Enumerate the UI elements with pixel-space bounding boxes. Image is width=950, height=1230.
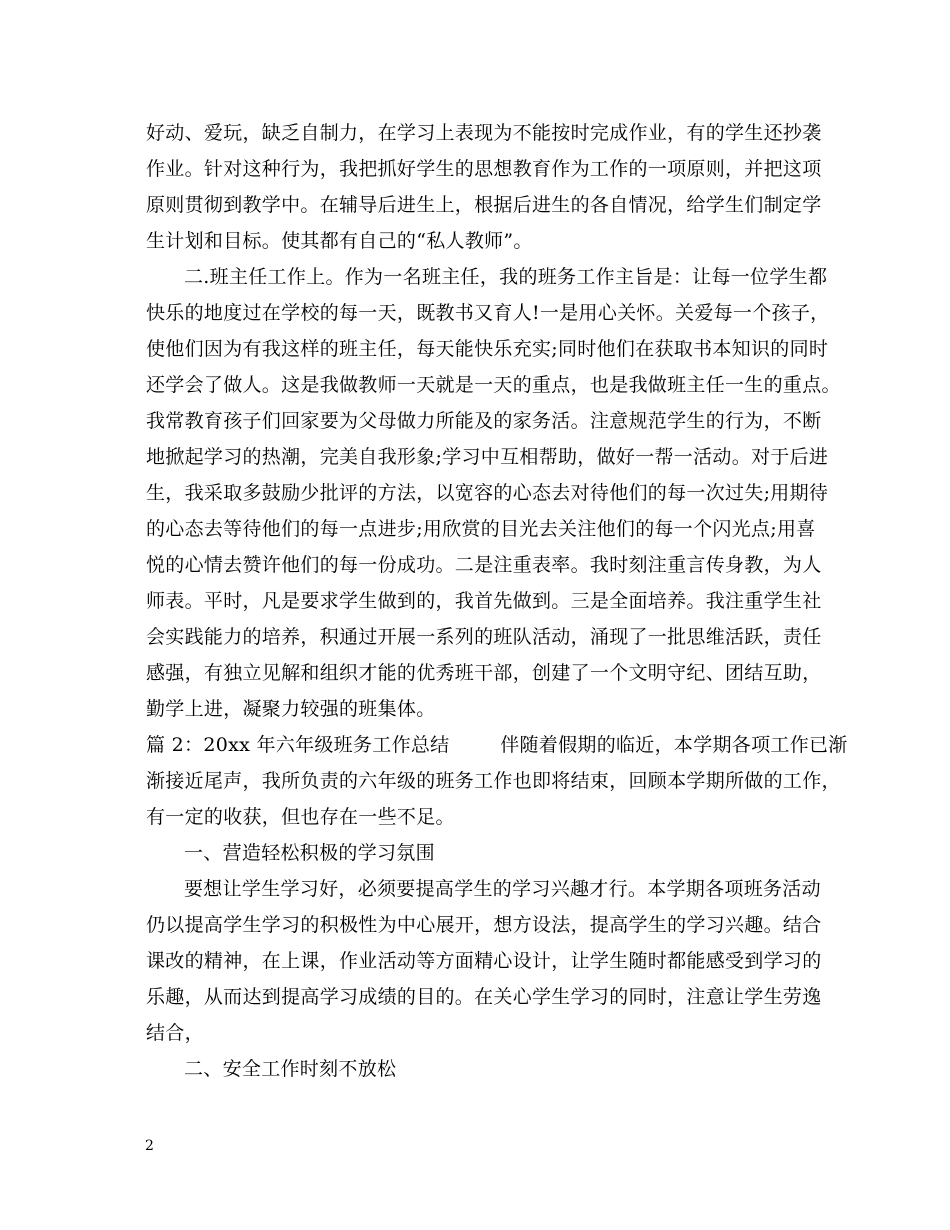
body-text-line: 好动、爱玩，缺乏自制力，在学习上表现为不能按时完成作业，有的学生还抄袭 [146,122,822,144]
body-text-line: 结合， [146,1022,204,1044]
page-number: 2 [145,1138,154,1154]
body-text-line: 有一定的收获，但也存在一些不足。 [146,806,455,828]
body-text-line: 生计划和目标。使其都有自己的“私人教师”。 [146,230,533,252]
body-text-line: 原则贯彻到教学中。在辅导后进生上，根据后进生的各自情况，给学生们制定学 [146,194,822,216]
body-text-line: 快乐的地度过在学校的每一天，既教书又育人!一是用心关怀。关爱每一个孩子， [146,302,830,324]
body-text-line: 生，我采取多鼓励少批评的方法，以宽容的心态去对待他们的每一次过失;用期待 [146,482,829,504]
body-text-line: 乐趣，从而达到提高学习成绩的目的。在关心学生学习的同时，注意让学生劳逸 [146,986,822,1008]
body-text-line: 地掀起学习的热潮，完美自我形象;学习中互相帮助，做好一帮一活动。对于后进 [146,446,829,468]
body-text-line: 还学会了做人。这是我做教师一天就是一天的重点，也是我做班主任一生的重点。 [146,374,841,396]
body-text-line: 师表。平时，凡是要求学生做到的，我首先做到。三是全面培养。我注重学生社 [146,590,822,612]
body-text-line: 我常教育孩子们回家要为父母做力所能及的家务活。注意规范学生的行为，不断 [146,410,822,432]
body-text-line: 渐接近尾声，我所负责的六年级的班务工作也即将结束，回顾本学期所做的工作， [146,770,841,792]
body-text-line: 仍以提高学生学习的积极性为中心展开，想方设法，提高学生的学习兴趣。结合 [146,914,822,936]
body-text-line: 悦的心情去赞许他们的每一份成功。二是注重表率。我时刻注重言传身教，为人 [146,554,822,576]
body-text-line: 会实践能力的培养，积通过开展一系列的班队活动，涌现了一批思维活跃，责任 [146,626,822,648]
body-text-line: 作业。针对这种行为，我把抓好学生的思想教育作为工作的一项原则，并把这项 [146,158,822,180]
body-text-line: 课改的精神，在上课，作业活动等方面精心设计，让学生随时都能感受到学习的 [146,950,822,972]
subheading-line: 二、安全工作时刻不放松 [184,1058,397,1080]
section-heading-line: 篇 2：20xx 年六年级班务工作总结 伴随着假期的临近，本学期各项工作已渐 [146,734,848,756]
body-text-line: 勤学上进，凝聚力较强的班集体。 [146,698,436,720]
subheading-line: 一、营造轻松积极的学习氛围 [184,842,435,864]
paragraph-start-line: 要想让学生学习好，必须要提高学生的学习兴趣才行。本学期各项班务活动 [184,878,821,900]
body-text-line: 感强，有独立见解和组织才能的优秀班干部，创建了一个文明守纪、团结互助， [146,662,822,684]
paragraph-start-line: 二.班主任工作上。作为一名班主任，我的班务工作主旨是：让每一位学生都 [184,266,828,288]
body-text-line: 的心态去等待他们的每一点进步;用欣赏的目光去关注他们的每一个闪光点;用喜 [146,518,816,540]
body-text-line: 使他们因为有我这样的班主任，每天能快乐充实;同时他们在获取书本知识的同时 [146,338,829,360]
